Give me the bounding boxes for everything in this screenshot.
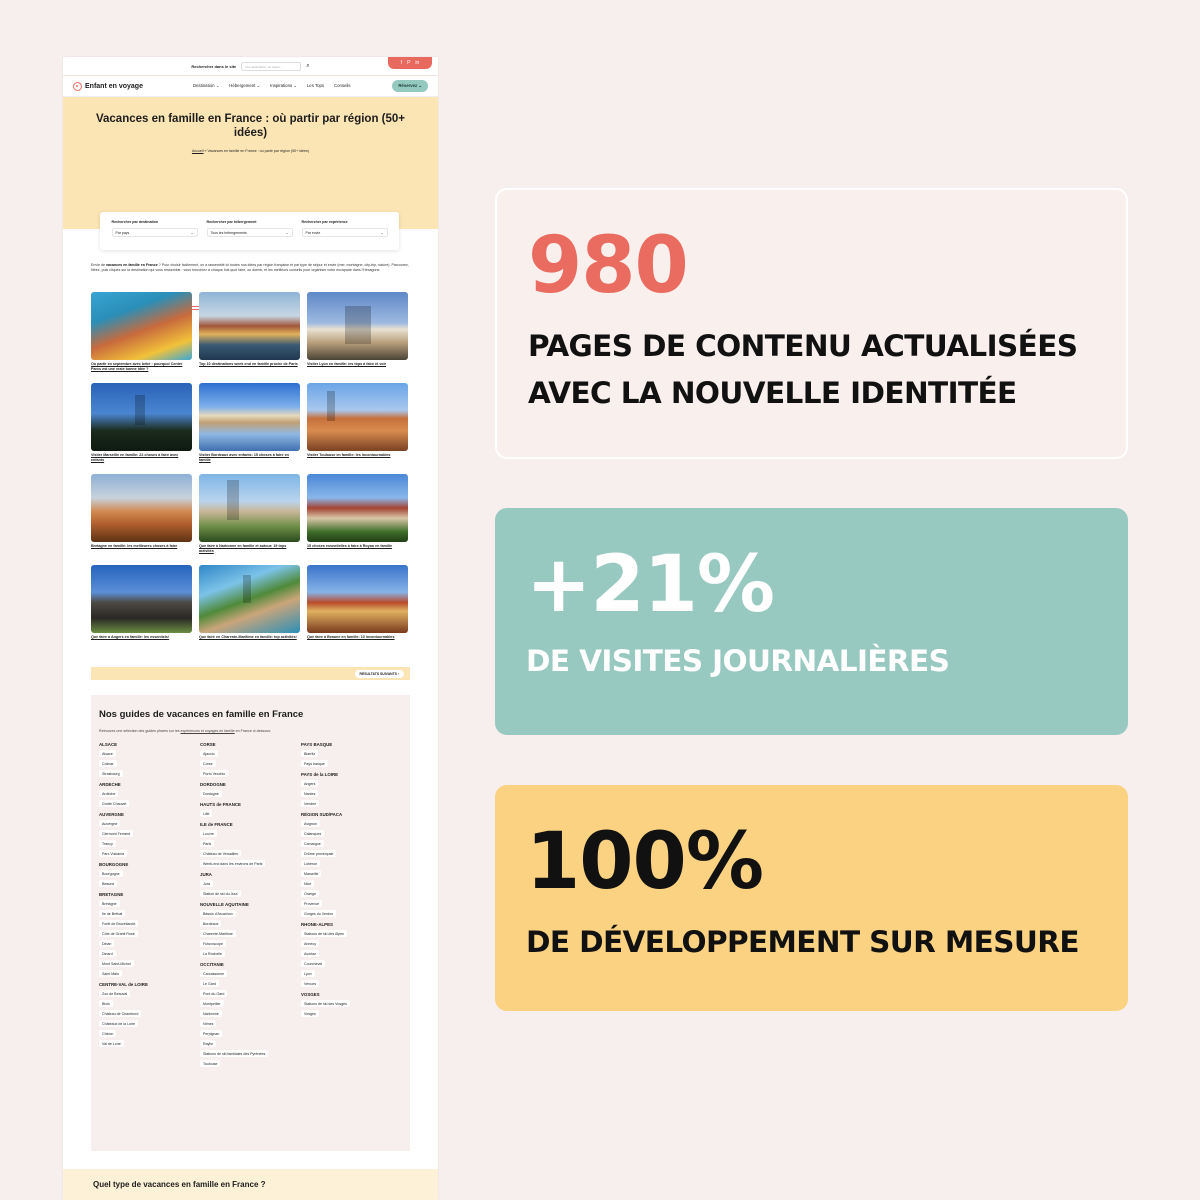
guide-link[interactable]: Ardèche: [99, 790, 118, 797]
guide-link[interactable]: Grotte Chauvet: [99, 800, 129, 807]
experience-select[interactable]: Par envie ⌄: [302, 228, 388, 237]
guide-link[interactable]: Courchevel: [301, 960, 325, 967]
region-heading: OCCITANIE: [200, 962, 224, 967]
article-thumbnail[interactable]: [307, 292, 408, 360]
guide-link[interactable]: Nîmes: [200, 1020, 216, 1027]
search-filters: [100, 212, 399, 250]
breadcrumb-current: » Vacances en famille en France : où partir par région (50+ idées): [203, 149, 310, 153]
page-title: Vacances en famille en France : où partir par région (50+ idées): [95, 113, 406, 139]
pagination-bar: [91, 667, 410, 680]
guide-link[interactable]: Beaune: [99, 880, 117, 887]
guide-link[interactable]: Strasbourg: [99, 770, 123, 777]
article-card[interactable]: [91, 292, 192, 383]
filter-label: Rechercher par hébergement: [206, 220, 257, 224]
region-heading: RÉGION SUD/PACA: [301, 812, 343, 817]
guide-link[interactable]: Toulouse: [200, 1060, 220, 1067]
guide-link[interactable]: Raylin: [200, 1040, 216, 1047]
stat-card-development: [495, 785, 1128, 1011]
guide-link[interactable]: Nantes: [301, 790, 318, 797]
stat-label: DE VISITES JOURNALIÈRES: [526, 644, 950, 678]
guide-link[interactable]: Mont Saint-Michel: [99, 960, 134, 967]
guide-link[interactable]: Jura: [200, 880, 213, 887]
article-thumbnail[interactable]: [91, 565, 192, 633]
guide-link[interactable]: Val de Loire: [99, 1040, 124, 1047]
region-heading: BRETAGNE: [99, 892, 124, 897]
guide-link[interactable]: Calanques: [301, 830, 324, 837]
guide-link[interactable]: Annecy: [301, 940, 319, 947]
filter-label: Rechercher par destination: [111, 220, 159, 224]
chevron-down-icon: ⌄: [285, 231, 289, 235]
guide-link[interactable]: Angers: [301, 780, 318, 787]
guide-link[interactable]: Forêt de Brocéliande: [99, 920, 138, 927]
guide-link[interactable]: Gorges du Verdon: [301, 910, 336, 917]
search-icon[interactable]: ⌕: [306, 62, 310, 69]
chevron-down-icon: ⌄: [380, 231, 384, 235]
guide-link[interactable]: Blois: [99, 1000, 113, 1007]
article-title[interactable]: Visiter Lyon en famille: les tops à faire et voir: [307, 362, 387, 366]
article-title[interactable]: Que faire à Angers en famille: les essentiels!: [91, 635, 170, 639]
guide-link[interactable]: Bretagne: [99, 900, 120, 907]
guide-link[interactable]: Narbonne: [200, 1010, 222, 1017]
article-title[interactable]: Où partir en septembre avec bébé : pourquoi Center Parcs est une vraie bonne idée ?: [91, 362, 183, 371]
region-heading: HAUTS de FRANCE: [200, 802, 241, 807]
hero-section: [63, 97, 438, 235]
next-results-button[interactable]: RÉSULTATS SUIVANTS ›: [355, 670, 405, 678]
guide-link[interactable]: Porto Vecchio: [200, 770, 228, 777]
article-card[interactable]: [307, 474, 408, 565]
article-card[interactable]: [91, 474, 192, 565]
article-title[interactable]: Visiter Bordeaux avec enfants: 15 choses à faire en famille: [199, 453, 289, 462]
stat-card-pages: [495, 188, 1128, 459]
guides-section: [91, 695, 410, 1151]
chevron-down-icon: ⌄: [190, 231, 194, 235]
guides-column: [99, 742, 200, 1069]
guide-link[interactable]: Auvergne: [99, 820, 120, 827]
guide-link[interactable]: Châteaux de la Loire: [99, 1020, 138, 1027]
article-card[interactable]: [199, 292, 300, 383]
guide-link[interactable]: Colmar: [99, 760, 117, 767]
stat-label: PAGES DE CONTENU ACTUALISÉES AVEC LA NOUVELLE IDENTITÉE: [528, 329, 1078, 410]
intro-text: Envie de vacances en famille en France ? Pour choisir facilement, on a rassemblé ici toutes nos idées par région française et par type de séjour et envie (mer, montagne, city-trip, nature). Parcourez, filtrez, puis cliquez sur la destination qui vous ressemble : vous trouverez à chaque fois quoi faire, où dormir, et les meilleurs conseils pour organiser votre escapade dans l'Hexagone.: [91, 263, 409, 273]
guide-link[interactable]: Luberon: [301, 860, 320, 867]
article-card[interactable]: [199, 565, 300, 656]
nav-inspirations[interactable]: Inspirations ⌄: [270, 83, 297, 88]
guide-link[interactable]: Pont du Gard: [200, 990, 227, 997]
guide-link[interactable]: Montpellier: [200, 1000, 224, 1007]
article-title[interactable]: Bretagne en famille: les meilleures choses à faire: [91, 544, 178, 548]
next-section-title: Quel type de vacances en famille en France ?: [63, 1169, 438, 1200]
logo-icon: [73, 82, 82, 91]
guide-link[interactable]: Côte de Granit Rose: [99, 930, 138, 937]
stat-card-visits: [495, 508, 1128, 735]
article-thumbnail[interactable]: [199, 474, 300, 542]
guide-link[interactable]: Corse: [200, 760, 216, 767]
guide-link[interactable]: Provence: [301, 900, 322, 907]
guide-link[interactable]: La Rochelle: [200, 950, 225, 957]
article-card[interactable]: [91, 383, 192, 474]
guide-link[interactable]: Parc Vulcania: [99, 850, 127, 857]
guide-link[interactable]: Chinon: [99, 1030, 116, 1037]
guide-link[interactable]: Drôme provençale: [301, 850, 336, 857]
article-thumbnail[interactable]: [307, 565, 408, 633]
guide-link[interactable]: Louvre: [200, 830, 217, 837]
breadcrumb-home[interactable]: Accueil: [191, 149, 204, 153]
article-grid: [91, 292, 410, 656]
article-thumbnail[interactable]: [91, 383, 192, 451]
reserve-button[interactable]: Réservez ⌄: [392, 80, 428, 92]
guide-link[interactable]: Avoriaz: [301, 950, 319, 957]
guide-link[interactable]: Stations de ski des Alpes: [301, 930, 347, 937]
guide-link[interactable]: Pays basque: [301, 760, 328, 767]
guides-intro-link[interactable]: expériences et voyages en famille: [180, 729, 235, 733]
guide-link[interactable]: Nice: [301, 880, 314, 887]
article-title[interactable]: Que faire à Beaune en famille: 10 incontournables: [307, 635, 395, 639]
guide-link[interactable]: Lille: [200, 810, 212, 817]
guide-link[interactable]: Vosges: [301, 1010, 319, 1017]
guide-link[interactable]: Ajaccio: [200, 750, 218, 757]
guide-link[interactable]: Bassin d'Arcachon: [200, 910, 236, 917]
guide-link[interactable]: Orange: [301, 890, 319, 897]
breadcrumb: [63, 149, 438, 153]
region-heading: JURA: [200, 872, 212, 877]
main-nav: [63, 76, 438, 97]
region-heading: NOUVELLE AQUITAINE: [200, 902, 249, 907]
facebook-icon[interactable]: f: [400, 60, 403, 66]
guide-link[interactable]: Clermont Ferrand: [99, 830, 133, 837]
guides-intro: Retrouvez une sélection des guides phares sur les expériences et voyages en famille en France ci-dessous:: [99, 729, 272, 733]
guide-link[interactable]: Alsace: [99, 750, 116, 757]
logo-text: Enfant en voyage: [85, 82, 143, 90]
guide-link[interactable]: Dinan: [99, 940, 114, 947]
pinterest-icon[interactable]: P: [407, 60, 411, 66]
guide-link[interactable]: Château de Versailles: [200, 850, 241, 857]
guide-link[interactable]: Marseille: [301, 870, 321, 877]
stat-value: +21%: [526, 540, 775, 630]
stat-value: 100%: [526, 817, 763, 907]
region-heading: PAYS BASQUE: [301, 742, 333, 747]
guide-link[interactable]: Carcassonne: [200, 970, 227, 977]
article-thumbnail[interactable]: [199, 292, 300, 360]
nav-les-tops[interactable]: Les Tops: [306, 83, 325, 88]
site-search-label: Rechercher dans le site: [191, 63, 237, 69]
guides-title: Nos guides de vacances en famille en France: [99, 709, 304, 720]
site-search-input[interactable]: Une destination, un séjour...: [241, 62, 301, 71]
guide-link[interactable]: Vercors: [301, 980, 319, 987]
social-links: [388, 57, 432, 69]
article-title[interactable]: Que faire en Charente-Maritime en famille: top activités!: [199, 635, 297, 639]
guide-link[interactable]: Bordeaux: [200, 920, 221, 927]
filter-hebergement: [207, 220, 293, 250]
article-title[interactable]: Visiter Toulouse en famille: les incontournables: [307, 453, 391, 457]
guide-link[interactable]: Dinard: [99, 950, 116, 957]
region-heading: RHONE-ALPES: [301, 922, 333, 927]
stat-value: 980: [528, 221, 688, 311]
guides-column: [200, 742, 301, 1069]
guide-link[interactable]: Stations de ski familiales des Pyrénées: [200, 1050, 268, 1057]
guide-link[interactable]: Zoo de Beauval: [99, 990, 130, 997]
region-heading: DORDOGNE: [200, 782, 226, 787]
guide-link[interactable]: Saint Malo: [99, 970, 122, 977]
site-logo[interactable]: [73, 82, 193, 91]
nav-hebergement[interactable]: Hébergement ⌄: [229, 83, 261, 88]
nav-conseils[interactable]: Conseils: [334, 83, 351, 88]
guide-link[interactable]: Station de ski du Jura: [200, 890, 241, 897]
article-thumbnail[interactable]: [199, 565, 300, 633]
article-card[interactable]: [307, 292, 408, 383]
article-card[interactable]: [199, 474, 300, 565]
region-heading: ILE de FRANCE: [200, 822, 233, 827]
guide-link[interactable]: Perpignan: [200, 1030, 222, 1037]
article-card[interactable]: [91, 565, 192, 656]
article-thumbnail[interactable]: [199, 383, 300, 451]
article-thumbnail[interactable]: [91, 474, 192, 542]
filter-experience: [302, 220, 388, 250]
linkedin-icon[interactable]: in: [415, 60, 420, 66]
nav-links: [193, 83, 392, 89]
region-heading: AUVERGNE: [99, 812, 124, 817]
website-mockup: [63, 57, 438, 1200]
hebergement-select[interactable]: Tous les hébergements ⌄: [207, 228, 293, 237]
article-thumbnail[interactable]: [307, 383, 408, 451]
destination-select[interactable]: Par pays ⌄: [112, 228, 198, 237]
region-heading: VOSGES: [301, 992, 320, 997]
region-heading: BOURGOGNE: [99, 862, 129, 867]
filter-destination: [112, 220, 198, 250]
article-card[interactable]: [307, 565, 408, 656]
region-heading: CORSE: [200, 742, 216, 747]
guide-link[interactable]: Biarritz: [301, 750, 318, 757]
guide-link[interactable]: Trancy: [99, 840, 116, 847]
article-title[interactable]: Top 10 destinations week end en famille proche de Paris: [199, 362, 298, 366]
guide-link[interactable]: Week-end dans les environs de Paris: [200, 860, 265, 867]
top-search-bar: [63, 57, 438, 76]
guide-link[interactable]: Ile de Bréhat: [99, 910, 125, 917]
article-thumbnail[interactable]: [91, 292, 192, 360]
guide-link[interactable]: Château de Chambord: [99, 1010, 141, 1017]
region-heading: ALSACE: [99, 742, 118, 747]
article-card[interactable]: [199, 383, 300, 474]
guide-link[interactable]: Futuroscope: [200, 940, 226, 947]
guide-link[interactable]: Stations de ski des Vosges: [301, 1000, 350, 1007]
filter-label: Rechercher par expérience: [301, 220, 348, 224]
guide-link[interactable]: Vendée: [301, 800, 319, 807]
article-card[interactable]: [307, 383, 408, 474]
guides-columns: [99, 742, 402, 1069]
article-title[interactable]: Que faire à Narbonne en famille et autour: 19 tops activités: [199, 544, 287, 553]
guide-link[interactable]: Charente-Maritime: [200, 930, 236, 937]
region-heading: PAYS de la LOIRE: [301, 772, 339, 777]
guide-link[interactable]: Lyon: [301, 970, 315, 977]
article-title[interactable]: 15 choses essentielles à faire à Royan en famille: [307, 544, 393, 548]
guide-link[interactable]: Dordogne: [200, 790, 222, 797]
nav-destination[interactable]: Destination ⌄: [193, 83, 220, 88]
guide-link[interactable]: Paris: [200, 840, 214, 847]
region-heading: ARDECHE: [99, 782, 121, 787]
guide-link[interactable]: Avignon: [301, 820, 320, 827]
guide-link[interactable]: Bourgogne: [99, 870, 123, 877]
guides-column: [301, 742, 402, 1069]
article-title[interactable]: Visiter Marseille en famille: 22 choses à faire avec enfants: [91, 453, 179, 462]
article-thumbnail[interactable]: [307, 474, 408, 542]
guide-link[interactable]: Le Gard: [200, 980, 219, 987]
stat-label: DE DÉVELOPPEMENT SUR MESURE: [526, 925, 1079, 959]
region-heading: CENTRE-VAL de LOIRE: [99, 982, 148, 987]
guide-link[interactable]: Camargue: [301, 840, 324, 847]
